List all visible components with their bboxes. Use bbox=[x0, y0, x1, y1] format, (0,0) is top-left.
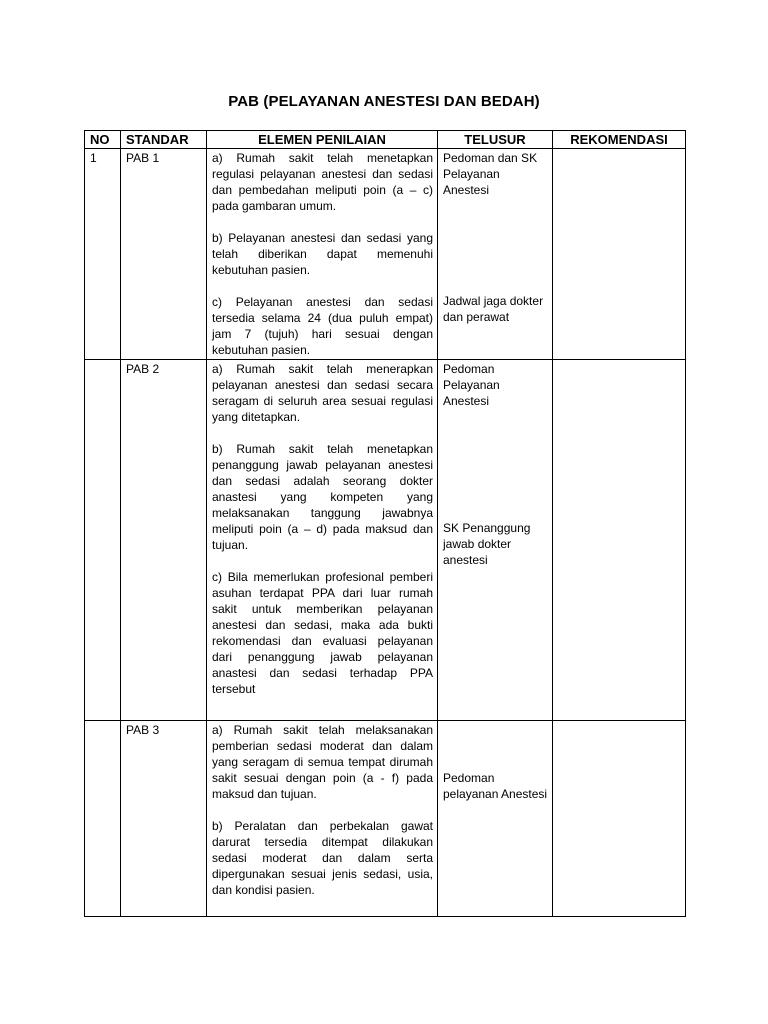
cell-telusur bbox=[438, 149, 553, 360]
page-title: PAB (PELAYANAN ANESTESI DAN BEDAH) bbox=[228, 93, 540, 110]
telusur-item: SK Penanggung jawab dokter anestesi bbox=[443, 521, 531, 567]
telusur-item: Pedoman pelayanan Anestesi bbox=[443, 771, 548, 801]
cell-elemen bbox=[207, 149, 438, 360]
elemen-item: a) Rumah sakit telah melaksanakan pemberian sedasi moderat dan dalam yang seragam di semua tempat dirumah sakit sesuai dengan poin (a - f) pada maksud dan tujuan. bbox=[212, 723, 433, 801]
cell-standar: PAB 3 bbox=[121, 721, 207, 917]
telusur-item: Pedoman Pelayanan Anestesi bbox=[443, 362, 500, 408]
cell-no bbox=[85, 721, 121, 917]
header-rekomendasi: REKOMENDASI bbox=[553, 131, 686, 149]
elemen-item: b) Rumah sakit telah menetapkan penanggung jawab pelayanan anestesi dan sedasi adalah seorang dokter anastesi yang kompeten yang melaksanakan tanggung jawabnya meliputi poin (a – d) pada maksud dan tujuan. bbox=[212, 442, 433, 552]
header-no: NO bbox=[85, 131, 121, 149]
table-row bbox=[85, 721, 686, 917]
cell-rekomendasi bbox=[553, 721, 686, 917]
header-telusur: TELUSUR bbox=[438, 131, 553, 149]
cell-elemen bbox=[207, 360, 438, 721]
cell-standar: PAB 2 bbox=[121, 360, 207, 721]
header-row bbox=[85, 131, 686, 149]
elemen-item: a) Rumah sakit telah menerapkan pelayanan anestesi dan sedasi secara seragam di seluruh area sesuai regulasi yang ditetapkan. bbox=[212, 362, 433, 424]
header-elemen-penilaian: ELEMEN PENILAIAN bbox=[207, 131, 438, 149]
table-row bbox=[85, 149, 686, 360]
cell-rekomendasi bbox=[553, 360, 686, 721]
telusur-item: Pedoman dan SK Pelayanan Anestesi bbox=[443, 151, 538, 197]
cell-no: 1 bbox=[85, 149, 121, 360]
assessment-table bbox=[84, 130, 686, 917]
header-standar: STANDAR bbox=[121, 131, 207, 149]
cell-standar: PAB 1 bbox=[121, 149, 207, 360]
cell-no bbox=[85, 360, 121, 721]
telusur-item: Jadwal jaga dokter dan perawat bbox=[443, 294, 544, 324]
elemen-item: c) Bila memerlukan profesional pemberi asuhan terdapat PPA dari luar rumah sakit untuk memberikan pelayanan anestesi dan sedasi, maka ada bukti rekomendasi dan evaluasi pelayanan dari penanggung jawab pelayanan anastesi dan sedasi terhadap PPA tersebut bbox=[212, 570, 433, 696]
cell-rekomendasi bbox=[553, 149, 686, 360]
elemen-item: a) Rumah sakit telah menetapkan regulasi pelayanan anestesi dan sedasi dan pembedahan meliputi poin (a – c) pada gambaran umum. bbox=[212, 151, 433, 213]
elemen-item: c) Pelayanan anestesi dan sedasi tersedia selama 24 (dua puluh empat) jam 7 (tujuh) hari sesuai dengan kebutuhan pasien. bbox=[212, 295, 433, 357]
cell-elemen bbox=[207, 721, 438, 917]
elemen-item: b) Peralatan dan perbekalan gawat darurat tersedia ditempat dilakukan sedasi moderat dan dalam serta dipergunakan sesuai jenis sedasi, usia, dan kondisi pasien. bbox=[212, 819, 433, 897]
cell-telusur bbox=[438, 360, 553, 721]
elemen-item: b) Pelayanan anestesi dan sedasi yang telah diberikan dapat memenuhi kebutuhan pasien. bbox=[212, 231, 433, 277]
cell-telusur bbox=[438, 721, 553, 917]
table-row bbox=[85, 360, 686, 721]
